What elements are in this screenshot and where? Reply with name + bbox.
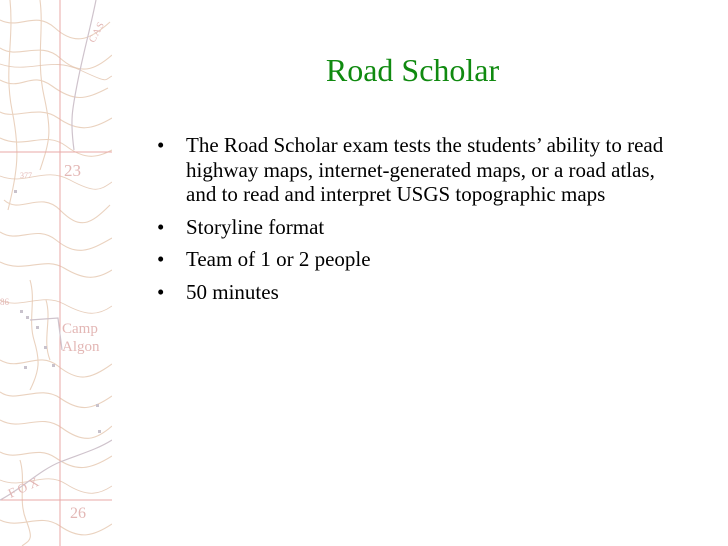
map-section-label-26: 26 xyxy=(70,505,86,522)
topographic-map-drawing xyxy=(0,0,112,546)
slide-title: Road Scholar xyxy=(325,52,500,88)
map-road-label-cas: CAS xyxy=(87,19,108,45)
bullet-text: Storyline format xyxy=(186,214,325,239)
bullet-item-exam-description xyxy=(157,133,677,207)
map-section-label-23: 23 xyxy=(64,161,81,180)
bullet-symbol: • xyxy=(157,279,165,304)
bullet-item-format xyxy=(157,215,677,240)
bullet-item-duration xyxy=(157,280,677,305)
map-elevation-label-377: 377 xyxy=(20,171,32,180)
bullet-text: The Road Scholar exam tests the students’ ability to read highway maps, internet-generated maps, or a road atlas, and to read and interpret USGS topographic maps xyxy=(186,133,664,206)
map-place-label-algon: Algon xyxy=(62,339,100,355)
map-place-label-camp: Camp xyxy=(62,321,98,337)
bullet-symbol: • xyxy=(157,247,165,271)
map-elevation-label-86: 86 xyxy=(0,297,9,307)
bullet-text: Team of 1 or 2 people xyxy=(186,247,371,271)
bullet-text: 50 minutes xyxy=(186,279,279,304)
map-place-label-fox: FOX xyxy=(5,472,44,501)
bullet-symbol: • xyxy=(157,133,165,157)
bullet-item-team-size xyxy=(157,247,677,272)
bullet-list xyxy=(157,133,677,312)
topographic-map-background xyxy=(0,0,112,546)
bullet-symbol: • xyxy=(157,214,165,239)
